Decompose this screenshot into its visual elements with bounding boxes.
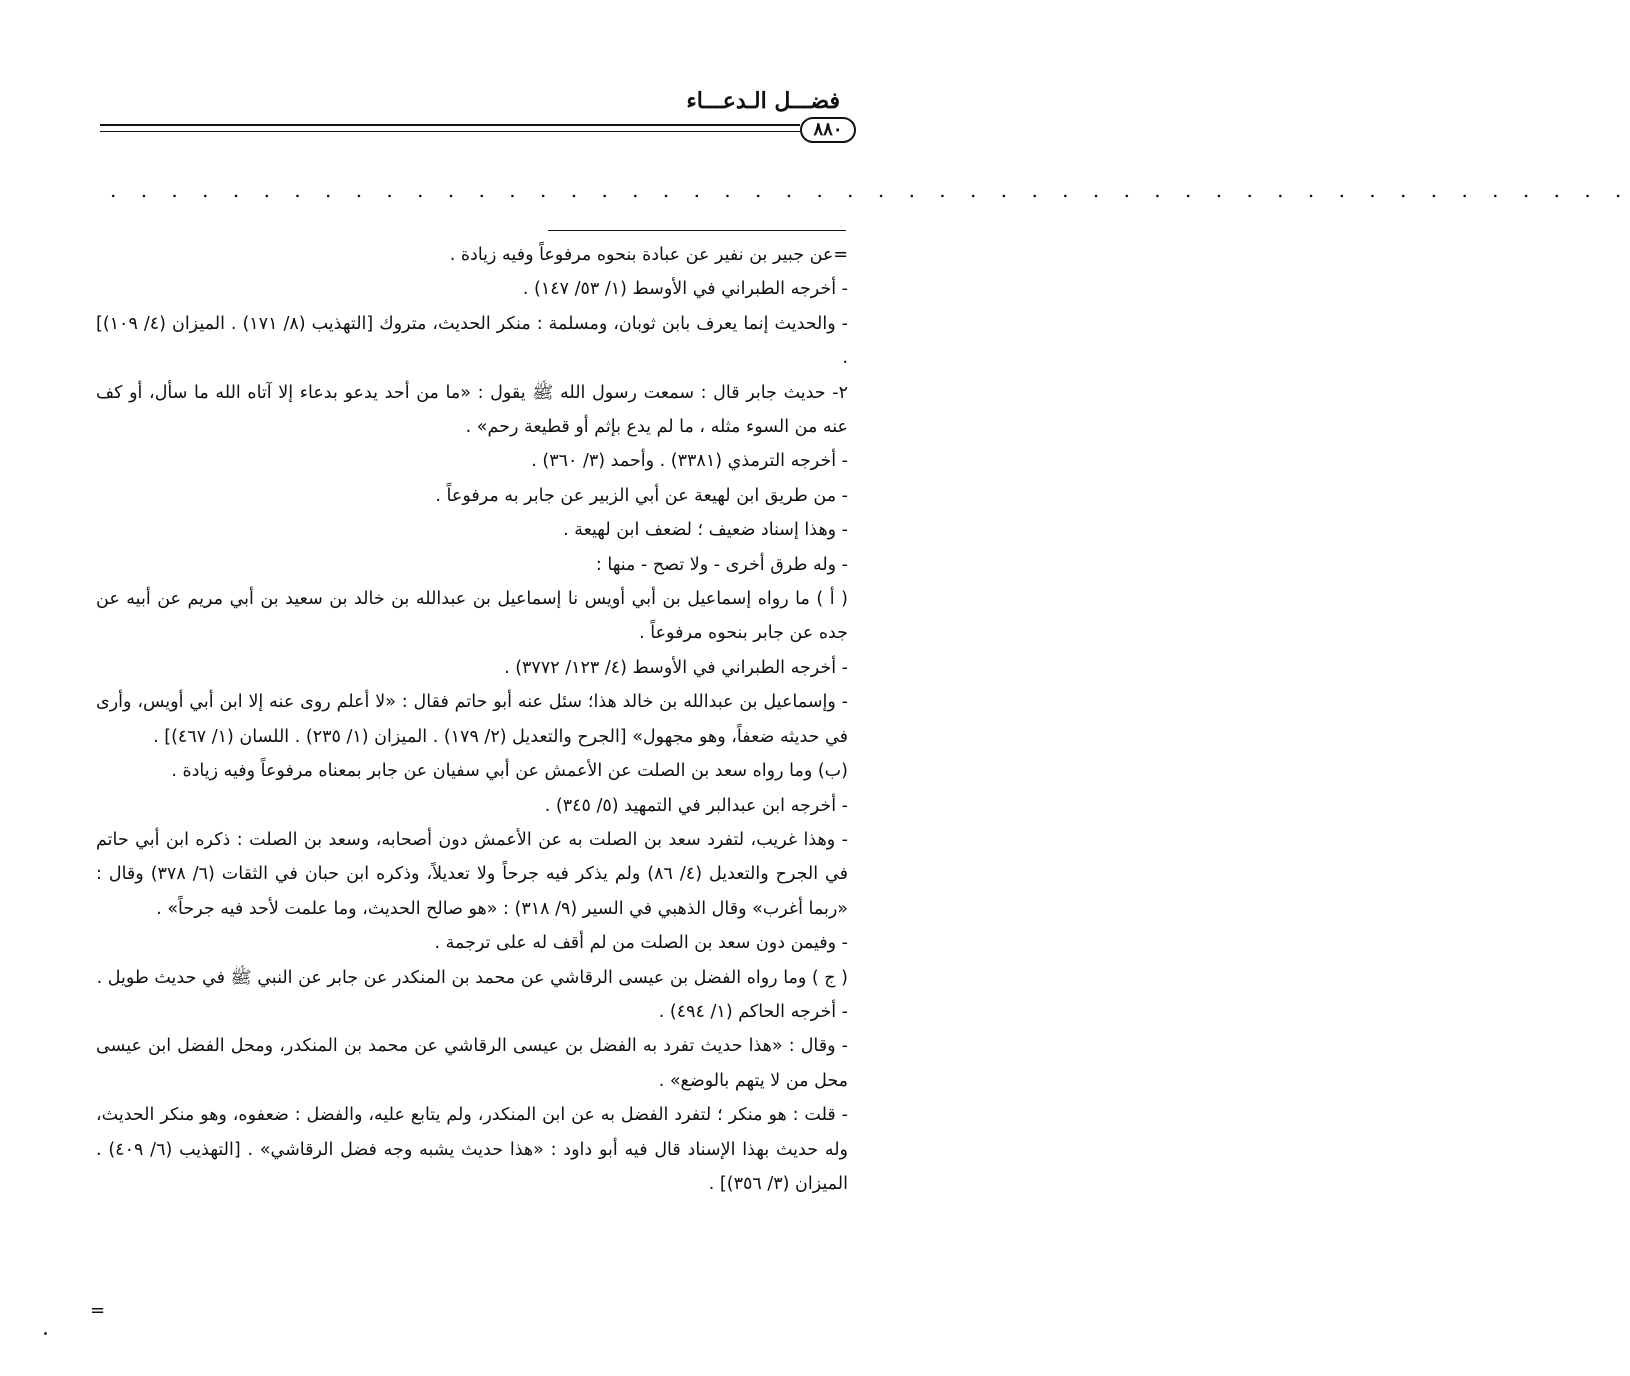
dotted-separator: . . . . . . . . . . . . . . . . . . . . . . . . . . . . . . . . . . . . . . . . . . . . . . . . . . [110,178,1630,202]
scan-speck [44,1332,47,1335]
footnote-line: - قلت : هو منكر ؛ لتفرد الفضل به عن ابن المنكدر، ولم يتابع عليه، والفضل : ضعفوه، وهو منكر الحديث، وله حديث بهذا الإسناد قال فيه أبو داود : «هذا حديث يشبه وجه فضل الرقاشي» . [التهذيب (٦/ ٤٠٩) . الميزان (٣/ ٣٥٦)] . [96,1105,848,1194]
continuation-mark: = [90,1300,106,1321]
footnote-line: - أخرجه ابن عبدالبر في التمهيد (٥/ ٣٤٥) . [544,795,848,816]
footnote-body [96,238,848,1201]
footnote-line: - وقال : «هذا حديث تفرد به الفضل بن عيسى الرقاشي عن محمد بن المنكدر، ومحل الفضل ابن عيسى محل من لا يتهم بالوضع» . [96,1036,848,1091]
footnote-line: =عن جبير بن نفير عن عبادة بنحوه مرفوعاً وفيه زيادة . [449,245,848,265]
footnote-line: ٢- حديث جابر قال : سمعت رسول الله ﷺ يقول : «ما من أحد يدعو بدعاء إلا آتاه الله ما سأل، أو كف عنه من السوء مثله ، ما لم يدع بإثم أو قطيعة رحم» . [96,382,848,438]
footnote-line: - وله طرق أخرى - ولا تصح - منها : [595,554,848,575]
footnote-line: - أخرجه الطبراني في الأوسط (٤/ ١٢٣/ ٣٧٧٢) . [504,657,848,678]
footnote-rule [548,230,846,231]
page-number: ٨٨٠ [800,117,856,143]
footnote-line: - وهذا إسناد ضعيف ؛ لضعف ابن لهيعة . [563,520,848,541]
footnote-line: ( أ ) ما رواه إسماعيل بن أبي أويس نا إسماعيل بن عبدالله بن خالد بن سعيد بن أبي مريم عن أبيه عن جده عن جابر بنحوه مرفوعاً . [96,589,848,644]
running-head-title: فضـــل الـدعـــاء [686,88,840,114]
footnote-line: - وفيمن دون سعد بن الصلت من لم أقف له على ترجمة . [434,933,848,954]
footnote-line: - والحديث إنما يعرف بابن ثوبان، ومسلمة : منكر الحديث، متروك [التهذيب (٨/ ١٧١) . الميزان (٤/ ١٠٩)] . [96,313,848,369]
footnote-line: ( ج ) وما رواه الفضل بن عيسى الرقاشي عن محمد بن المنكدر عن جابر عن النبي ﷺ في حديث طويل . [96,967,848,988]
footnote-line: - أخرجه الحاكم (١/ ٤٩٤) . [658,1001,848,1022]
footnote-line: (ب) وما رواه سعد بن الصلت عن الأعمش عن أبي سفيان عن جابر بمعناه مرفوعاً وفيه زيادة . [171,761,848,782]
footnote-line: - وإسماعيل بن عبدالله بن خالد هذا؛ سئل عنه أبو حاتم فقال : «لا أعلم روى عنه إلا ابن أبي أويس، وأرى في حديثه ضعفاً، وهو مجهول» [الجرح والتعديل (٢/ ١٧٩) . الميزان (١/ ٢٣٥) . اللسان (١/ ٤٦٧)] . [96,692,848,747]
header-rule-thin [100,131,800,132]
footnote-line: - أخرجه الطبراني في الأوسط (١/ ٥٣/ ١٤٧) . [522,279,848,300]
footnote-line: - وهذا غريب، لتفرد سعد بن الصلت به عن الأعمش دون أصحابه، وسعد بن الصلت : ذكره ابن أبي حاتم في الجرح والتعديل (٤/ ٨٦) ولم يذكر فيه جرحاً ولا تعديلاً، وذكره ابن حبان في الثقات (٦/ ٣٧٨) وقال : «ربما أغرب» وقال الذهبي في السير (٩/ ٣١٨) : «هو صالح الحديث، وما علمت لأحد فيه جرحاً» . [96,829,849,919]
header-rule [100,124,800,126]
footnote-line: - أخرجه الترمذي (٣٣٨١) . وأحمد (٣/ ٣٦٠) . [531,451,848,472]
footnote-line: - من طريق ابن لهيعة عن أبي الزبير عن جابر به مرفوعاً . [435,485,848,506]
